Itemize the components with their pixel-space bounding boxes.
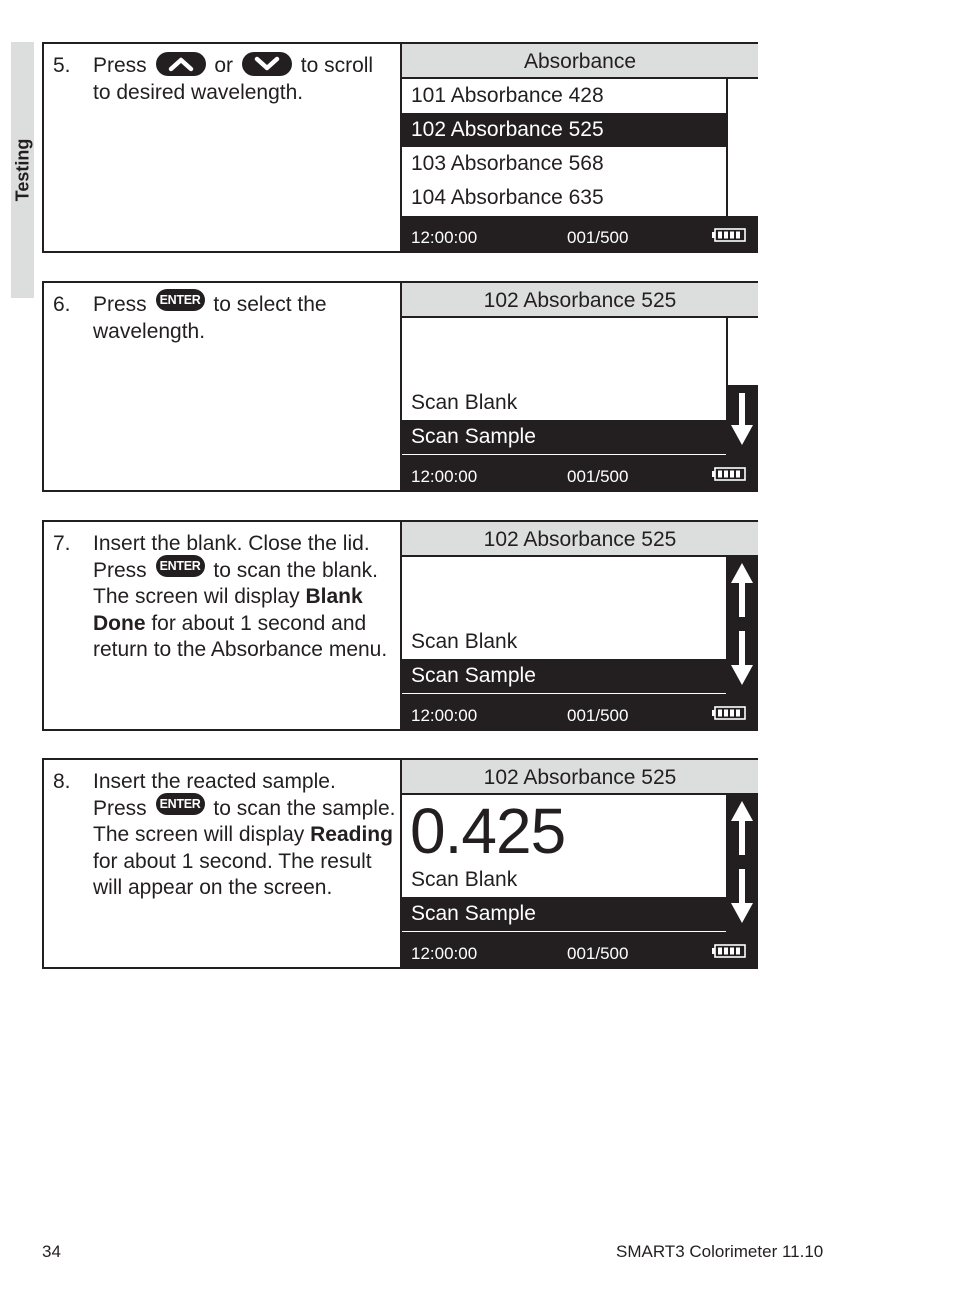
scroll-up-arrow-icon[interactable] xyxy=(726,557,758,625)
meter-screen xyxy=(400,522,758,729)
instruction-text: Press xyxy=(93,54,147,77)
document-title: SMART3 Colorimeter 11.10 xyxy=(616,1242,824,1261)
meter-screen xyxy=(400,283,758,490)
menu-item-selected[interactable]: Scan Sample xyxy=(402,659,726,693)
battery-icon xyxy=(712,467,746,481)
menu-item-selected[interactable]: 102 Absorbance 525 xyxy=(402,113,726,147)
status-count: 001/500 xyxy=(567,944,629,963)
status-count: 001/500 xyxy=(567,228,629,247)
instruction-emphasis: Reading xyxy=(310,823,393,846)
status-time: 12:00:00 xyxy=(411,944,478,963)
instruction-text: to select the wavelength. xyxy=(93,293,327,343)
menu-item[interactable]: 101 Absorbance 428 xyxy=(411,84,604,107)
status-time: 12:00:00 xyxy=(411,467,478,486)
scroll-up-arrow-icon[interactable] xyxy=(726,795,758,863)
step-6 xyxy=(42,281,758,492)
enter-button-icon: ENTER xyxy=(156,289,205,311)
meter-screen xyxy=(400,760,758,967)
scroll-down-arrow-icon[interactable] xyxy=(726,625,758,694)
scrollbar[interactable] xyxy=(726,318,758,385)
status-time: 12:00:00 xyxy=(411,228,478,247)
menu-item[interactable]: Scan Blank xyxy=(411,868,518,891)
step-instruction xyxy=(93,53,393,106)
instruction-text: or xyxy=(214,54,234,77)
page-number: 34 xyxy=(42,1242,61,1261)
instruction-text: to scan the sample. The screen will display xyxy=(93,796,396,846)
step-8 xyxy=(42,758,758,969)
step-number: 8. xyxy=(53,770,71,793)
screen-title: 102 Absorbance 525 xyxy=(402,283,758,318)
meter-screen xyxy=(400,44,758,251)
menu-item-selected[interactable]: Scan Sample xyxy=(402,897,726,931)
status-bar xyxy=(402,216,758,251)
menu-item[interactable]: Scan Blank xyxy=(411,630,518,653)
step-instruction xyxy=(93,531,398,664)
menu-item[interactable]: 103 Absorbance 568 xyxy=(411,152,604,175)
step-number: 7. xyxy=(53,532,71,555)
battery-icon xyxy=(712,228,746,242)
instruction-text: Press xyxy=(93,293,147,316)
instruction-text: Press xyxy=(93,558,147,582)
battery-icon xyxy=(712,944,746,958)
status-count: 001/500 xyxy=(567,706,629,725)
status-count: 001/500 xyxy=(567,467,629,486)
scroll-down-arrow-icon[interactable] xyxy=(726,863,758,932)
side-tab xyxy=(11,42,34,298)
menu-item[interactable]: Scan Blank xyxy=(411,391,518,414)
status-bar xyxy=(402,455,758,490)
instruction-text: to scan the blank. The screen wil display xyxy=(93,558,378,608)
up-button-icon xyxy=(156,52,206,76)
instruction-text: for about 1 second and return to the Absorbance menu. xyxy=(93,611,388,661)
screen-title: 102 Absorbance 525 xyxy=(402,760,758,795)
step-number: 5. xyxy=(53,54,71,77)
scrollbar[interactable] xyxy=(726,79,758,216)
status-time: 12:00:00 xyxy=(411,706,478,725)
instruction-text: for about 1 second. The result will appear on the screen. xyxy=(93,849,372,899)
instruction-text: Insert the blank. Close the lid. xyxy=(93,532,370,555)
instruction-text: Insert the reacted sample. xyxy=(93,770,336,793)
screen-title: Absorbance xyxy=(402,44,758,79)
step-7 xyxy=(42,520,758,731)
step-number: 6. xyxy=(53,293,71,316)
instruction-text: to scroll to desired wavelength. xyxy=(93,54,374,104)
menu-item[interactable]: 104 Absorbance 635 xyxy=(411,186,604,209)
step-instruction xyxy=(93,292,393,345)
menu-item-selected[interactable]: Scan Sample xyxy=(402,420,726,454)
instruction-emphasis: Blank Done xyxy=(93,585,363,635)
step-instruction xyxy=(93,769,398,902)
battery-icon xyxy=(712,706,746,720)
step-5 xyxy=(42,42,758,253)
scroll-down-arrow-icon[interactable] xyxy=(726,385,758,455)
instruction-text: Press xyxy=(93,796,147,820)
status-bar xyxy=(402,694,758,729)
result-reading: 0.425 xyxy=(410,795,566,867)
enter-button-icon: ENTER xyxy=(156,555,205,577)
enter-button-icon: ENTER xyxy=(156,793,205,815)
side-tab-label: Testing xyxy=(12,138,32,202)
screen-title: 102 Absorbance 525 xyxy=(402,522,758,557)
status-bar xyxy=(402,932,758,967)
down-button-icon xyxy=(242,52,292,76)
